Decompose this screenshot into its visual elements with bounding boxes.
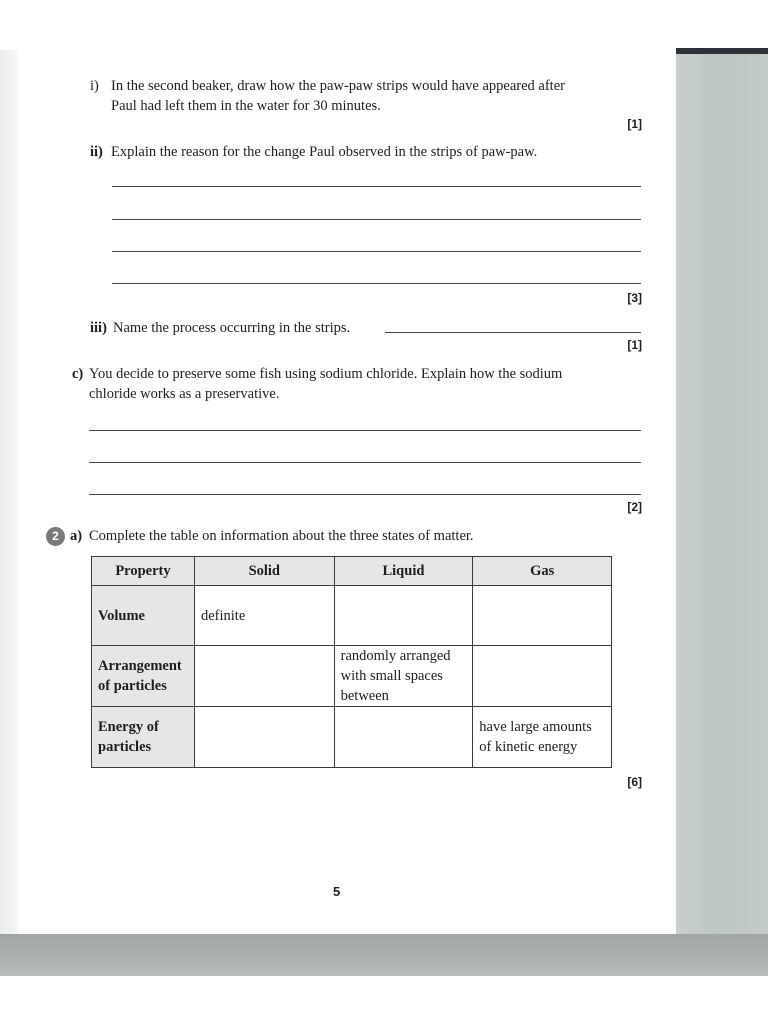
question-number-badge: 2 xyxy=(46,527,65,546)
table-cell[interactable] xyxy=(194,707,334,768)
table-header-row xyxy=(92,557,612,586)
question-label: iii) xyxy=(90,320,107,336)
states-of-matter-table xyxy=(91,556,612,768)
worksheet-page xyxy=(18,48,676,934)
table-header: Solid xyxy=(194,557,334,586)
marks-badge: [6] xyxy=(627,775,642,789)
question-label: i) xyxy=(90,78,99,94)
question-1b-i xyxy=(90,76,99,96)
table-row xyxy=(92,646,612,707)
table-header: Gas xyxy=(473,557,612,586)
page-number: 5 xyxy=(333,884,341,899)
table-cell[interactable] xyxy=(473,586,612,646)
table-header: Property xyxy=(92,557,195,586)
question-1b-iii-text: Name the process occurring in the strips. xyxy=(113,320,351,336)
table-cell[interactable]: randomly arranged with small spaces between xyxy=(334,646,473,707)
scan-background-bottom xyxy=(0,934,768,976)
answer-line[interactable] xyxy=(89,494,641,495)
question-1c-text-line2: chloride works as a preservative. xyxy=(89,386,280,402)
table-header: Liquid xyxy=(334,557,473,586)
question-label: ii) xyxy=(90,144,103,160)
answer-line[interactable] xyxy=(89,462,641,463)
answer-line[interactable] xyxy=(112,283,641,284)
question-1b-ii-text: Explain the reason for the change Paul observed in the strips of paw-paw. xyxy=(111,144,538,160)
scan-edge-top xyxy=(676,48,768,54)
table-cell[interactable] xyxy=(334,586,473,646)
table-row-header: Volume xyxy=(92,586,195,646)
table-cell[interactable]: have large amounts of kinetic energy xyxy=(473,707,612,768)
answer-line[interactable] xyxy=(385,332,641,333)
marks-badge: [1] xyxy=(627,117,642,131)
marks-badge: [2] xyxy=(627,500,642,514)
answer-line[interactable] xyxy=(112,186,641,187)
scan-shadow-left xyxy=(0,50,18,934)
table-cell[interactable] xyxy=(334,707,473,768)
marks-badge: [1] xyxy=(627,338,642,352)
table-row-header: Energy of particles xyxy=(92,707,195,768)
answer-line[interactable] xyxy=(89,430,641,431)
question-label: c) xyxy=(72,366,84,382)
table-cell[interactable] xyxy=(473,646,612,707)
question-1b-i-text-line2: Paul had left them in the water for 30 minutes. xyxy=(111,98,381,114)
marks-badge: [3] xyxy=(627,291,642,305)
question-1b-i-text-line1: In the second beaker, draw how the paw-paw strips would have appeared after xyxy=(111,78,565,94)
question-label: a) xyxy=(70,528,83,544)
question-1c-text-line1: You decide to preserve some fish using sodium chloride. Explain how the sodium xyxy=(89,366,563,382)
table-cell[interactable]: definite xyxy=(194,586,334,646)
table-cell[interactable] xyxy=(194,646,334,707)
answer-line[interactable] xyxy=(112,219,641,220)
table-row xyxy=(92,707,612,768)
question-2a-text: Complete the table on information about the three states of matter. xyxy=(89,528,474,544)
scan-background-right xyxy=(676,50,768,976)
table-row-header: Arrangement of particles xyxy=(92,646,195,707)
table-row xyxy=(92,586,612,646)
answer-line[interactable] xyxy=(112,251,641,252)
